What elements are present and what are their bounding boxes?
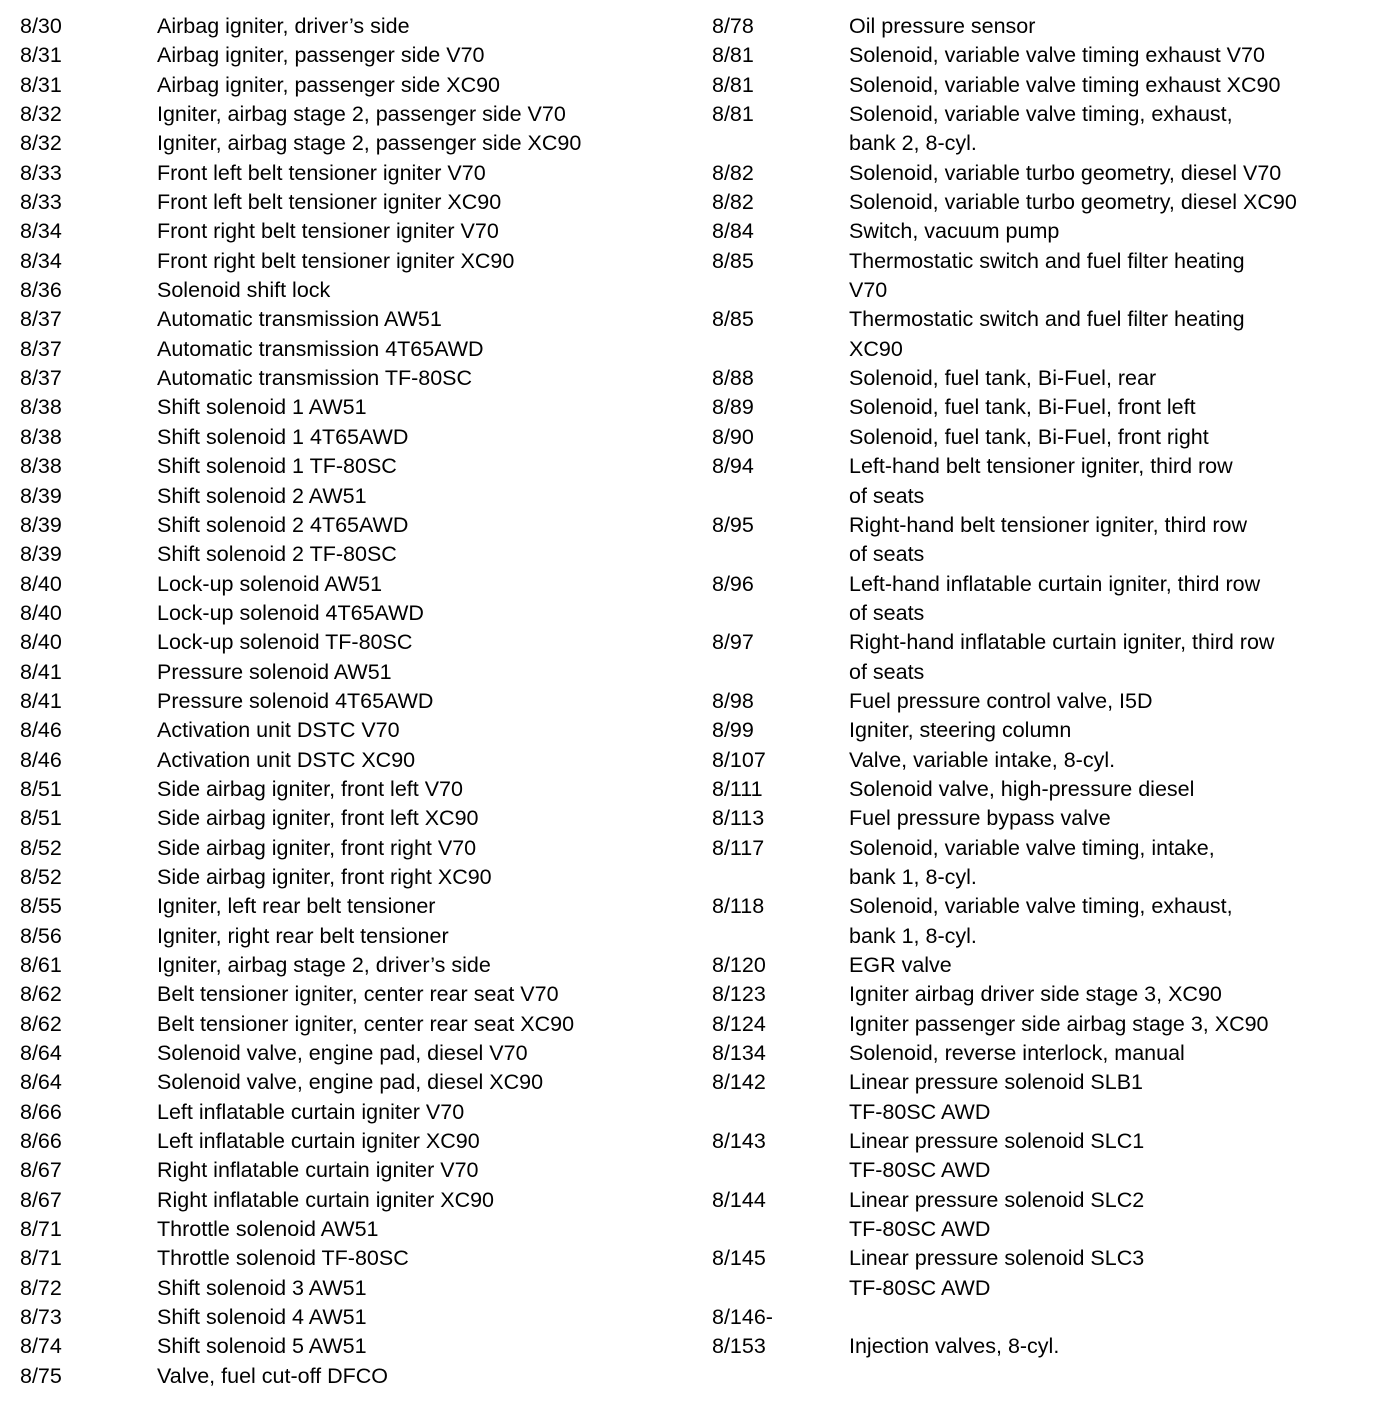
component-description: TF-80SC AWD bbox=[849, 1217, 991, 1242]
component-row bbox=[712, 1303, 1297, 1332]
component-description: Igniter, airbag stage 2, passenger side XC90 bbox=[157, 131, 582, 156]
component-code: 8/81 bbox=[712, 102, 754, 127]
component-description: Side airbag igniter, front right XC90 bbox=[157, 864, 492, 889]
component-row bbox=[712, 393, 1297, 422]
component-row bbox=[712, 892, 1297, 921]
component-description: Shift solenoid 5 AW51 bbox=[157, 1334, 367, 1359]
component-code: 8/40 bbox=[20, 600, 62, 625]
component-row bbox=[712, 716, 1297, 745]
component-code: 8/51 bbox=[20, 806, 62, 831]
component-code: 8/81 bbox=[712, 43, 754, 68]
component-description: TF-80SC AWD bbox=[849, 1099, 991, 1124]
component-description: Fuel pressure control valve, I5D bbox=[849, 688, 1153, 713]
component-code: 8/72 bbox=[20, 1275, 62, 1300]
component-description: Side airbag igniter, front right V70 bbox=[157, 835, 477, 860]
component-row bbox=[20, 423, 581, 452]
component-row bbox=[712, 951, 1297, 980]
component-code: 8/124 bbox=[712, 1011, 766, 1036]
component-row bbox=[20, 1362, 581, 1391]
component-description: Lock-up solenoid AW51 bbox=[157, 571, 383, 596]
component-description: Right-hand belt tensioner igniter, third row bbox=[849, 512, 1247, 537]
component-code: 8/32 bbox=[20, 102, 62, 127]
component-code: 8/71 bbox=[20, 1217, 62, 1242]
component-description: Igniter, steering column bbox=[849, 718, 1072, 743]
component-row bbox=[712, 217, 1297, 246]
component-description: of seats bbox=[849, 542, 925, 567]
component-code: 8/146- bbox=[712, 1305, 773, 1330]
component-code: 8/40 bbox=[20, 630, 62, 655]
component-code: 8/142 bbox=[712, 1070, 766, 1095]
component-code: 8/111 bbox=[712, 776, 763, 801]
component-row bbox=[712, 71, 1297, 100]
component-description: Solenoid valve, engine pad, diesel V70 bbox=[157, 1041, 528, 1066]
component-code: 8/113 bbox=[712, 806, 765, 831]
component-description: Igniter passenger side airbag stage 3, XC90 bbox=[849, 1011, 1269, 1036]
component-code: 8/37 bbox=[20, 336, 62, 361]
component-code: 8/73 bbox=[20, 1305, 62, 1330]
component-code: 8/38 bbox=[20, 395, 62, 420]
component-row bbox=[712, 980, 1297, 1009]
component-description: Igniter, airbag stage 2, passenger side V70 bbox=[157, 102, 566, 127]
component-description: Shift solenoid 2 AW51 bbox=[157, 483, 367, 508]
component-row bbox=[20, 1156, 581, 1185]
component-code bbox=[712, 922, 849, 951]
component-row bbox=[20, 1303, 581, 1332]
component-row bbox=[20, 1186, 581, 1215]
component-description: Belt tensioner igniter, center rear seat XC90 bbox=[157, 1011, 575, 1036]
component-description: Linear pressure solenoid SLB1 bbox=[849, 1070, 1144, 1095]
component-code: 8/39 bbox=[20, 512, 62, 537]
component-row bbox=[20, 1068, 581, 1097]
component-row bbox=[712, 41, 1297, 70]
component-row bbox=[20, 570, 581, 599]
component-code: 8/56 bbox=[20, 923, 62, 948]
component-code: 8/71 bbox=[20, 1246, 62, 1271]
component-code: 8/134 bbox=[712, 1041, 766, 1066]
component-description: Solenoid valve, high-pressure diesel bbox=[849, 776, 1195, 801]
component-row bbox=[712, 922, 1297, 951]
component-description: Automatic transmission TF-80SC bbox=[157, 366, 473, 391]
component-description: Left inflatable curtain igniter V70 bbox=[157, 1099, 465, 1124]
component-row bbox=[20, 1244, 581, 1273]
component-code: 8/82 bbox=[712, 190, 754, 215]
component-row bbox=[20, 1098, 581, 1127]
component-row bbox=[20, 951, 581, 980]
component-row bbox=[20, 804, 581, 833]
component-code: 8/88 bbox=[712, 366, 754, 391]
component-row bbox=[20, 511, 581, 540]
component-code: 8/123 bbox=[712, 982, 766, 1007]
component-description: Solenoid, fuel tank, Bi-Fuel, rear bbox=[849, 366, 1157, 391]
component-row bbox=[20, 540, 581, 569]
component-row bbox=[20, 335, 581, 364]
component-code: 8/67 bbox=[20, 1158, 62, 1183]
component-description: bank 1, 8-cyl. bbox=[849, 864, 977, 889]
component-row bbox=[712, 247, 1297, 276]
component-code: 8/52 bbox=[20, 864, 62, 889]
component-description: Valve, fuel cut-off DFCO bbox=[157, 1363, 389, 1388]
component-row bbox=[20, 687, 581, 716]
component-description: Shift solenoid 1 TF-80SC bbox=[157, 454, 397, 479]
component-description: Shift solenoid 1 4T65AWD bbox=[157, 424, 409, 449]
component-row bbox=[712, 335, 1297, 364]
component-row bbox=[712, 687, 1297, 716]
component-code: 8/52 bbox=[20, 835, 62, 860]
component-description: Solenoid, variable valve timing exhaust XC90 bbox=[849, 72, 1281, 97]
component-description: of seats bbox=[849, 659, 925, 684]
component-description: of seats bbox=[849, 483, 925, 508]
component-row bbox=[20, 452, 581, 481]
component-description: Solenoid shift lock bbox=[157, 278, 331, 303]
component-description: Side airbag igniter, front left V70 bbox=[157, 776, 463, 801]
component-code: 8/40 bbox=[20, 571, 62, 596]
component-code: 8/74 bbox=[20, 1334, 62, 1359]
component-description: Lock-up solenoid 4T65AWD bbox=[157, 600, 424, 625]
component-description: TF-80SC AWD bbox=[849, 1158, 991, 1183]
component-code: 8/51 bbox=[20, 776, 62, 801]
component-code: 8/33 bbox=[20, 160, 62, 185]
component-code: 8/37 bbox=[20, 307, 62, 332]
component-description: Solenoid, variable valve timing, intake, bbox=[849, 835, 1215, 860]
component-row bbox=[712, 1098, 1297, 1127]
component-row bbox=[712, 129, 1297, 158]
component-description: Shift solenoid 2 TF-80SC bbox=[157, 542, 397, 567]
component-description: bank 2, 8-cyl. bbox=[849, 131, 977, 156]
component-code bbox=[712, 482, 849, 511]
component-description: of seats bbox=[849, 600, 925, 625]
component-row bbox=[712, 834, 1297, 863]
component-description: Solenoid, variable turbo geometry, diesel XC90 bbox=[849, 190, 1297, 215]
component-code: 8/99 bbox=[712, 718, 754, 743]
component-row bbox=[712, 804, 1297, 833]
component-description: EGR valve bbox=[849, 953, 952, 977]
component-description: Automatic transmission AW51 bbox=[157, 307, 442, 332]
right-component-list bbox=[712, 12, 1297, 1362]
component-description: Right inflatable curtain igniter XC90 bbox=[157, 1187, 495, 1212]
component-row bbox=[20, 71, 581, 100]
component-row bbox=[20, 1039, 581, 1068]
component-code bbox=[712, 863, 849, 892]
component-description: Solenoid, fuel tank, Bi-Fuel, front left bbox=[849, 395, 1196, 420]
component-description: Belt tensioner igniter, center rear seat V70 bbox=[157, 982, 559, 1007]
component-row bbox=[712, 1186, 1297, 1215]
component-description: Shift solenoid 2 4T65AWD bbox=[157, 512, 409, 537]
component-row bbox=[712, 1039, 1297, 1068]
component-description: Activation unit DSTC XC90 bbox=[157, 747, 416, 772]
component-code bbox=[712, 599, 849, 628]
component-row bbox=[20, 482, 581, 511]
component-code: 8/61 bbox=[20, 953, 62, 977]
component-row bbox=[20, 12, 581, 41]
component-description: Pressure solenoid 4T65AWD bbox=[157, 688, 434, 713]
component-row bbox=[712, 12, 1297, 41]
component-code: 8/84 bbox=[712, 219, 754, 244]
component-description: Right inflatable curtain igniter V70 bbox=[157, 1158, 479, 1183]
component-code: 8/36 bbox=[20, 278, 62, 303]
component-row bbox=[20, 980, 581, 1009]
component-code: 8/118 bbox=[712, 894, 765, 919]
component-description: Pressure solenoid AW51 bbox=[157, 659, 392, 684]
component-code: 8/33 bbox=[20, 190, 62, 215]
component-code: 8/78 bbox=[712, 14, 754, 38]
component-row bbox=[20, 276, 581, 305]
component-row bbox=[712, 276, 1297, 305]
component-description: Linear pressure solenoid SLC1 bbox=[849, 1129, 1145, 1154]
component-row bbox=[20, 628, 581, 657]
component-row bbox=[712, 1156, 1297, 1185]
component-description: Solenoid valve, engine pad, diesel XC90 bbox=[157, 1070, 544, 1095]
component-row bbox=[20, 716, 581, 745]
component-description: Front right belt tensioner igniter V70 bbox=[157, 219, 499, 244]
component-description: Thermostatic switch and fuel filter heating bbox=[849, 248, 1245, 273]
component-row bbox=[712, 364, 1297, 393]
component-description: Front left belt tensioner igniter V70 bbox=[157, 160, 486, 185]
component-code: 8/37 bbox=[20, 366, 62, 391]
component-code: 8/81 bbox=[712, 72, 754, 97]
component-description: Linear pressure solenoid SLC2 bbox=[849, 1187, 1145, 1212]
component-description: Oil pressure sensor bbox=[849, 14, 1036, 38]
component-row bbox=[712, 599, 1297, 628]
component-code bbox=[712, 1274, 849, 1303]
component-row bbox=[20, 1332, 581, 1361]
component-description: Right-hand inflatable curtain igniter, third row bbox=[849, 630, 1275, 655]
component-row bbox=[712, 775, 1297, 804]
component-description: Igniter, right rear belt tensioner bbox=[157, 923, 449, 948]
component-row bbox=[20, 599, 581, 628]
component-row bbox=[712, 423, 1297, 452]
component-row bbox=[20, 41, 581, 70]
component-description: Fuel pressure bypass valve bbox=[849, 806, 1111, 831]
component-code: 8/120 bbox=[712, 953, 766, 977]
component-description: Throttle solenoid AW51 bbox=[157, 1217, 379, 1242]
component-row bbox=[712, 1274, 1297, 1303]
component-description: Thermostatic switch and fuel filter heating bbox=[849, 307, 1245, 332]
component-row bbox=[20, 746, 581, 775]
component-code bbox=[712, 276, 849, 305]
component-description: Igniter airbag driver side stage 3, XC90 bbox=[849, 982, 1222, 1007]
component-code: 8/46 bbox=[20, 718, 62, 743]
component-code: 8/107 bbox=[712, 747, 766, 772]
component-description: Shift solenoid 3 AW51 bbox=[157, 1275, 367, 1300]
component-row bbox=[712, 511, 1297, 540]
component-description: Throttle solenoid TF-80SC bbox=[157, 1246, 409, 1271]
component-row bbox=[20, 922, 581, 951]
component-description: Igniter, airbag stage 2, driver’s side bbox=[157, 953, 491, 977]
component-description: Solenoid, variable valve timing, exhaust, bbox=[849, 894, 1233, 919]
component-row bbox=[20, 159, 581, 188]
component-code: 8/98 bbox=[712, 688, 754, 713]
component-description: Solenoid, variable turbo geometry, diesel V70 bbox=[849, 160, 1282, 185]
component-description: Valve, variable intake, 8-cyl. bbox=[849, 747, 1116, 772]
left-component-list bbox=[20, 12, 581, 1391]
component-code: 8/41 bbox=[20, 688, 62, 713]
component-code: 8/41 bbox=[20, 659, 62, 684]
component-description: Solenoid, reverse interlock, manual bbox=[849, 1041, 1185, 1066]
component-description: Shift solenoid 4 AW51 bbox=[157, 1305, 367, 1330]
component-description: Airbag igniter, passenger side XC90 bbox=[157, 72, 501, 97]
component-description: Linear pressure solenoid SLC3 bbox=[849, 1246, 1145, 1271]
component-code: 8/34 bbox=[20, 219, 62, 244]
component-row bbox=[712, 1068, 1297, 1097]
component-code: 8/145 bbox=[712, 1246, 766, 1271]
component-code: 8/85 bbox=[712, 307, 754, 332]
component-code: 8/34 bbox=[20, 248, 62, 273]
component-code: 8/31 bbox=[20, 72, 62, 97]
component-code: 8/64 bbox=[20, 1041, 62, 1066]
component-code bbox=[712, 335, 849, 364]
component-description: Solenoid, variable valve timing exhaust V70 bbox=[849, 43, 1265, 68]
component-code: 8/153 bbox=[712, 1334, 766, 1359]
component-row bbox=[712, 658, 1297, 687]
component-row bbox=[712, 159, 1297, 188]
component-code: 8/90 bbox=[712, 424, 754, 449]
component-row bbox=[712, 100, 1297, 129]
component-description: Injection valves, 8-cyl. bbox=[849, 1334, 1060, 1359]
component-row bbox=[20, 1215, 581, 1244]
component-description: Automatic transmission 4T65AWD bbox=[157, 336, 484, 361]
component-description: Switch, vacuum pump bbox=[849, 219, 1060, 244]
component-description: V70 bbox=[849, 278, 888, 303]
component-code: 8/38 bbox=[20, 454, 62, 479]
component-row bbox=[20, 775, 581, 804]
component-row bbox=[712, 628, 1297, 657]
component-description: Front left belt tensioner igniter XC90 bbox=[157, 190, 502, 215]
component-code: 8/66 bbox=[20, 1099, 62, 1124]
component-row bbox=[712, 540, 1297, 569]
component-row bbox=[20, 129, 581, 158]
component-code: 8/89 bbox=[712, 395, 754, 420]
component-row bbox=[712, 452, 1297, 481]
component-description: XC90 bbox=[849, 336, 903, 361]
component-row bbox=[712, 1215, 1297, 1244]
component-description: Airbag igniter, driver’s side bbox=[157, 14, 410, 38]
component-row bbox=[712, 305, 1297, 334]
component-description: bank 1, 8-cyl. bbox=[849, 923, 977, 948]
component-row bbox=[712, 482, 1297, 511]
component-code bbox=[712, 658, 849, 687]
component-code: 8/66 bbox=[20, 1129, 62, 1154]
component-code bbox=[712, 1156, 849, 1185]
component-row bbox=[20, 658, 581, 687]
component-row bbox=[20, 100, 581, 129]
component-code: 8/95 bbox=[712, 512, 754, 537]
component-description: Left-hand inflatable curtain igniter, third row bbox=[849, 571, 1261, 596]
component-description: Solenoid, fuel tank, Bi-Fuel, front right bbox=[849, 424, 1209, 449]
component-description: Solenoid, variable valve timing, exhaust, bbox=[849, 102, 1233, 127]
component-code bbox=[712, 1215, 849, 1244]
component-row bbox=[20, 364, 581, 393]
component-code: 8/46 bbox=[20, 747, 62, 772]
component-row bbox=[712, 570, 1297, 599]
component-code: 8/62 bbox=[20, 1011, 62, 1036]
component-description: Front right belt tensioner igniter XC90 bbox=[157, 248, 515, 273]
component-row bbox=[712, 746, 1297, 775]
component-row bbox=[20, 863, 581, 892]
component-row bbox=[20, 1010, 581, 1039]
component-row bbox=[712, 1332, 1297, 1361]
component-row bbox=[20, 1127, 581, 1156]
component-code: 8/94 bbox=[712, 454, 754, 479]
component-description: TF-80SC AWD bbox=[849, 1275, 991, 1300]
component-row bbox=[712, 188, 1297, 217]
component-row bbox=[712, 1244, 1297, 1273]
component-code bbox=[712, 129, 849, 158]
component-code: 8/38 bbox=[20, 424, 62, 449]
component-code bbox=[712, 1098, 849, 1127]
component-code: 8/64 bbox=[20, 1070, 62, 1095]
component-code bbox=[712, 540, 849, 569]
component-row bbox=[20, 217, 581, 246]
component-description: Side airbag igniter, front left XC90 bbox=[157, 806, 479, 831]
component-code: 8/96 bbox=[712, 571, 754, 596]
component-code: 8/85 bbox=[712, 248, 754, 273]
component-code: 8/62 bbox=[20, 982, 62, 1007]
component-description: Left-hand belt tensioner igniter, third row bbox=[849, 454, 1233, 479]
component-code: 8/82 bbox=[712, 160, 754, 185]
component-row bbox=[712, 1127, 1297, 1156]
component-description: Activation unit DSTC V70 bbox=[157, 718, 400, 743]
component-code: 8/97 bbox=[712, 630, 754, 655]
component-row bbox=[712, 863, 1297, 892]
component-code: 8/67 bbox=[20, 1187, 62, 1212]
component-description: Lock-up solenoid TF-80SC bbox=[157, 630, 413, 655]
component-row bbox=[20, 1274, 581, 1303]
component-code: 8/30 bbox=[20, 14, 62, 38]
component-row bbox=[20, 892, 581, 921]
component-description: Airbag igniter, passenger side V70 bbox=[157, 43, 485, 68]
component-code: 8/31 bbox=[20, 43, 62, 68]
component-row bbox=[20, 393, 581, 422]
component-code: 8/143 bbox=[712, 1129, 766, 1154]
component-code: 8/55 bbox=[20, 894, 62, 919]
component-row bbox=[20, 247, 581, 276]
component-code: 8/39 bbox=[20, 483, 62, 508]
component-description: Igniter, left rear belt tensioner bbox=[157, 894, 436, 919]
component-code: 8/75 bbox=[20, 1363, 62, 1388]
component-row bbox=[20, 834, 581, 863]
component-code: 8/117 bbox=[712, 835, 765, 860]
component-code: 8/144 bbox=[712, 1187, 766, 1212]
component-code: 8/32 bbox=[20, 131, 62, 156]
component-row bbox=[20, 305, 581, 334]
component-description: Shift solenoid 1 AW51 bbox=[157, 395, 367, 420]
component-row bbox=[712, 1010, 1297, 1039]
component-code: 8/39 bbox=[20, 542, 62, 567]
component-description: Left inflatable curtain igniter XC90 bbox=[157, 1129, 480, 1154]
component-row bbox=[20, 188, 581, 217]
